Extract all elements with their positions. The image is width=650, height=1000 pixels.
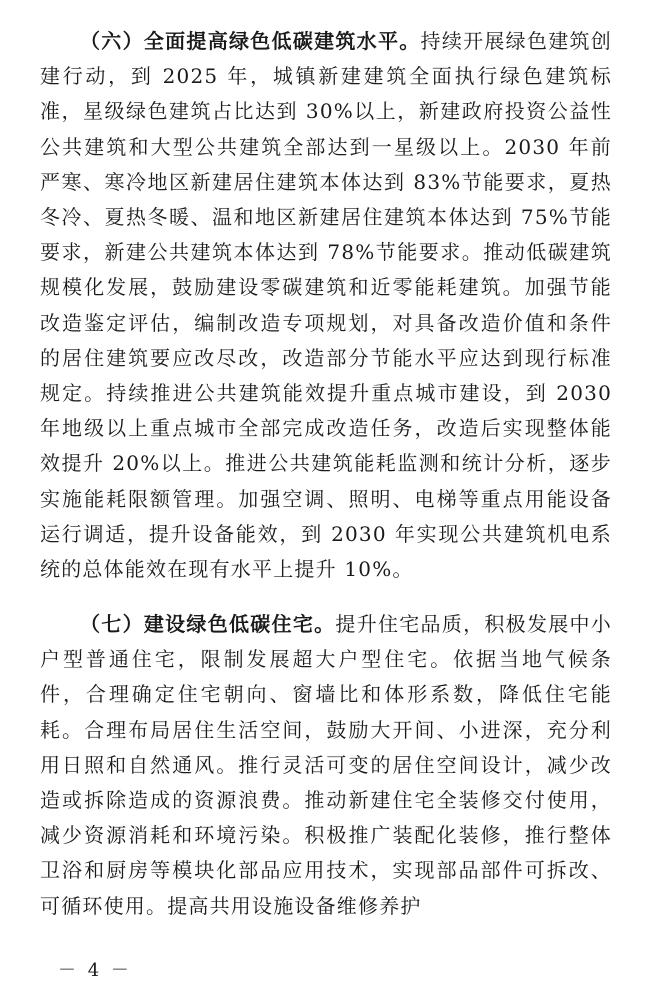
section-7-body: 提升住宅品质，积极发展中小户型普通住宅，限制发展超大户型住宅。依据当地气候条件，合理确定住宅朝向、窗墙比和体形系数，降低住宅能耗。合理布局居住生活空间，鼓励大开间、小进深，充分利用日照和自然通风。推行灵活可变的居住空间设计，减少改造或拆除造成的资源浪费。推动新建住宅全装修交付使用，减少资源消耗和环境污染。积极推广装配化装修，推行整体卫浴和厨房等模块化部品应用技术，实现部品部件可拆改、可循环使用。提高共用设施设备维修养护 bbox=[40, 612, 612, 918]
paragraph-section-6 bbox=[40, 24, 612, 587]
section-6-heading: （六）全面提高绿色低碳建筑水平。 bbox=[80, 29, 421, 53]
section-6-body: 持续开展绿色建筑创建行动，到 2025 年，城镇新建建筑全面执行绿色建筑标准，星级绿色建筑占比达到 30%以上，新建政府投资公益性公共建筑和大型公共建筑全部达到一星级以上。2030 年前严寒、寒冷地区新建居住建筑本体达到 83%节能要求，夏热冬冷、夏热冬暖、温和地区新建居住建筑本体达到 75%节能要求，新建公共建筑本体达到 78%节能要求。推动低碳建筑规模化发展，鼓励建设零碳建筑和近零能耗建筑。加强节能改造鉴定评估，编制改造专项规划，对具备改造价值和条件的居住建筑要应改尽改，改造部分节能水平应达到现行标准规定。持续推进公共建筑能效提升重点城市建设，到 2030 年地级以上重点城市全部完成改造任务，改造后实现整体能效提升 20%以上。推进公共建筑能耗监测和统计分析，逐步实施能耗限额管理。加强空调、照明、电梯等重点用能设备运行调适，提升设备能效，到 2030 年实现公共建筑机电系统的总体能效在现有水平上提升 10%。 bbox=[40, 29, 612, 582]
section-7-heading: （七）建设绿色低碳住宅。 bbox=[80, 612, 336, 636]
page-number: － 4 － bbox=[58, 960, 132, 981]
paragraph-section-7 bbox=[40, 607, 612, 924]
